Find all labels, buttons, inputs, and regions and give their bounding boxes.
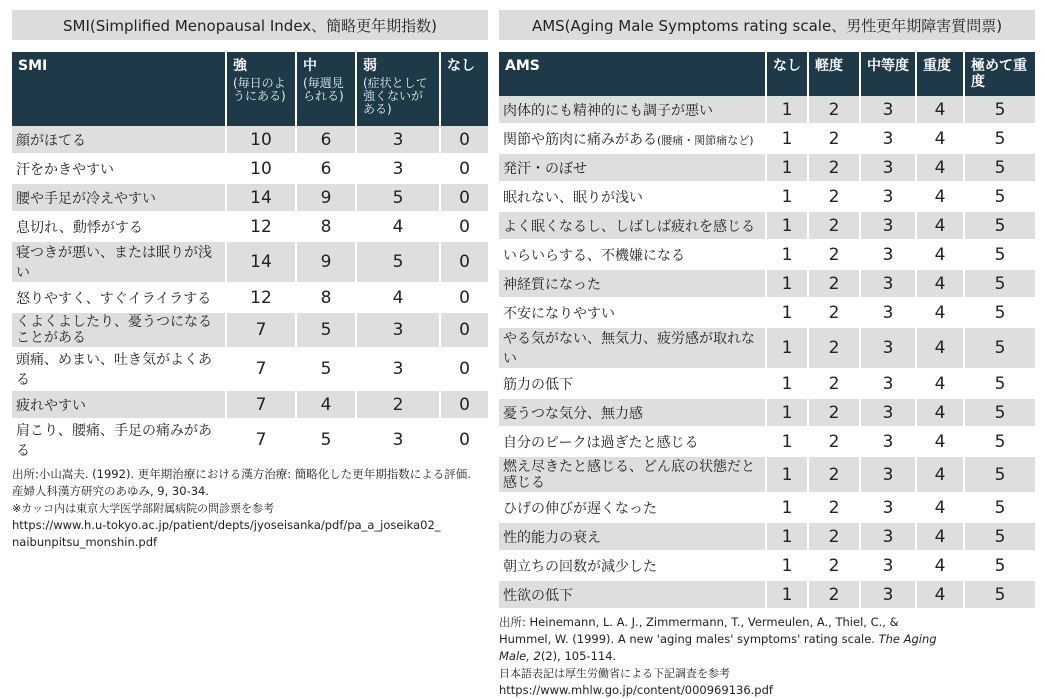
ams-symptom-cell: 性的能力の衰え — [499, 523, 767, 552]
smi-score-none: 0 — [441, 391, 488, 420]
ams-score-none: 1 — [767, 125, 809, 154]
smi-source-url: https://www.h.u-tokyo.ac.jp/patient/depts/jyoseisanka/pdf/pa_a_joseika02_ — [12, 518, 441, 532]
smi-header-symptom: SMI — [12, 52, 227, 126]
smi-symptom-cell: 怒りやすく、すぐイライラする — [12, 284, 227, 313]
smi-score-none: 0 — [441, 284, 488, 313]
ams-header-very-severe: 極めて重度 — [965, 52, 1035, 96]
ams-row — [499, 212, 1035, 241]
ams-score-severe: 4 — [917, 457, 965, 494]
ams-score-very-severe: 5 — [965, 154, 1035, 183]
smi-score-medium: 9 — [297, 242, 357, 284]
ams-score-severe: 4 — [917, 370, 965, 399]
ams-row — [499, 241, 1035, 270]
ams-score-mild: 2 — [809, 328, 861, 370]
ams-score-none: 1 — [767, 494, 809, 523]
ams-symptom-cell: いらいらする、不機嫌になる — [499, 241, 767, 270]
ams-score-severe: 4 — [917, 494, 965, 523]
smi-source-line: 産婦人科漢方研究のあゆみ, 9, 30-34. — [12, 484, 210, 498]
smi-row — [12, 213, 488, 242]
ams-score-mild: 2 — [809, 581, 861, 610]
smi-score-medium: 6 — [297, 126, 357, 155]
ams-score-severe: 4 — [917, 183, 965, 212]
smi-score-medium: 8 — [297, 213, 357, 242]
ams-row — [499, 125, 1035, 154]
ams-row — [499, 552, 1035, 581]
ams-score-very-severe: 5 — [965, 241, 1035, 270]
smi-row — [12, 242, 488, 284]
smi-score-strong: 7 — [227, 391, 297, 420]
ams-score-moderate: 3 — [861, 270, 917, 299]
ams-source-line: Hummel, W. (1999). A new 'aging males' symptoms' rating scale. The Aging — [499, 632, 937, 646]
smi-score-weak: 3 — [357, 349, 441, 391]
ams-score-none: 1 — [767, 552, 809, 581]
smi-header-weak: 弱 (症状として強くないがある) — [357, 52, 441, 126]
ams-source — [499, 614, 1035, 699]
ams-score-mild: 2 — [809, 494, 861, 523]
ams-score-severe: 4 — [917, 328, 965, 370]
ams-score-none: 1 — [767, 328, 809, 370]
ams-header-symptom: AMS — [499, 52, 767, 96]
smi-source-line: ※カッコ内は東京大学医学部附属病院の問診票を参考 — [12, 502, 275, 515]
ams-source-url: https://www.mhlw.go.jp/content/000969136.pdf — [499, 683, 773, 697]
ams-score-moderate: 3 — [861, 370, 917, 399]
ams-score-none: 1 — [767, 299, 809, 328]
ams-score-moderate: 3 — [861, 581, 917, 610]
ams-score-mild: 2 — [809, 299, 861, 328]
ams-symptom-cell: 性欲の低下 — [499, 581, 767, 610]
ams-table — [499, 52, 1035, 610]
ams-score-moderate: 3 — [861, 241, 917, 270]
ams-symptom-cell: 関節や筋肉に痛みがある(腰痛・関節痛など) — [499, 125, 767, 154]
smi-score-medium: 9 — [297, 184, 357, 213]
ams-score-moderate: 3 — [861, 428, 917, 457]
smi-score-strong: 14 — [227, 184, 297, 213]
ams-score-moderate: 3 — [861, 125, 917, 154]
ams-score-moderate: 3 — [861, 299, 917, 328]
ams-row — [499, 96, 1035, 125]
smi-row — [12, 184, 488, 213]
ams-score-none: 1 — [767, 96, 809, 125]
ams-score-severe: 4 — [917, 212, 965, 241]
smi-score-weak: 4 — [357, 213, 441, 242]
smi-symptom-cell: 腰や手足が冷えやすい — [12, 184, 227, 213]
ams-score-very-severe: 5 — [965, 457, 1035, 494]
ams-score-very-severe: 5 — [965, 212, 1035, 241]
ams-score-severe: 4 — [917, 552, 965, 581]
ams-score-mild: 2 — [809, 552, 861, 581]
smi-score-weak: 3 — [357, 420, 441, 462]
ams-score-severe: 4 — [917, 125, 965, 154]
ams-score-moderate: 3 — [861, 399, 917, 428]
ams-title: AMS(Aging Male Symptoms rating scale、男性更年期障害質問票) — [499, 10, 1035, 40]
ams-symptom-cell: 筋力の低下 — [499, 370, 767, 399]
ams-symptom-cell: 憂うつな気分、無力感 — [499, 399, 767, 428]
ams-panel — [499, 10, 1035, 699]
ams-row — [499, 299, 1035, 328]
smi-score-weak: 5 — [357, 184, 441, 213]
smi-panel — [12, 10, 488, 551]
ams-symptom-cell: やる気がない、無気力、疲労感が取れない — [499, 328, 767, 370]
smi-score-weak: 3 — [357, 313, 441, 349]
smi-score-strong: 7 — [227, 313, 297, 349]
ams-score-very-severe: 5 — [965, 399, 1035, 428]
ams-score-moderate: 3 — [861, 212, 917, 241]
smi-score-weak: 3 — [357, 126, 441, 155]
ams-score-very-severe: 5 — [965, 125, 1035, 154]
ams-score-none: 1 — [767, 370, 809, 399]
smi-score-strong: 7 — [227, 349, 297, 391]
ams-row — [499, 370, 1035, 399]
ams-score-mild: 2 — [809, 370, 861, 399]
ams-row — [499, 457, 1035, 494]
ams-score-mild: 2 — [809, 428, 861, 457]
ams-score-none: 1 — [767, 581, 809, 610]
ams-score-very-severe: 5 — [965, 370, 1035, 399]
ams-symptom-cell: ひげの伸びが遅くなった — [499, 494, 767, 523]
ams-source-line: Male, 2(2), 105-114. — [499, 649, 617, 663]
ams-row — [499, 494, 1035, 523]
ams-score-mild: 2 — [809, 183, 861, 212]
ams-header-row — [499, 52, 1035, 96]
ams-row — [499, 154, 1035, 183]
smi-score-medium: 6 — [297, 155, 357, 184]
ams-score-none: 1 — [767, 241, 809, 270]
smi-symptom-cell: 頭痛、めまい、吐き気がよくある — [12, 349, 227, 391]
ams-score-mild: 2 — [809, 96, 861, 125]
smi-score-none: 0 — [441, 420, 488, 462]
smi-header-strong: 強 (毎日のようにある) — [227, 52, 297, 126]
ams-score-severe: 4 — [917, 523, 965, 552]
ams-score-severe: 4 — [917, 399, 965, 428]
smi-score-strong: 10 — [227, 126, 297, 155]
ams-score-severe: 4 — [917, 581, 965, 610]
ams-score-none: 1 — [767, 428, 809, 457]
ams-row — [499, 270, 1035, 299]
ams-symptom-cell: 発汗・のぼせ — [499, 154, 767, 183]
ams-score-severe: 4 — [917, 299, 965, 328]
smi-score-none: 0 — [441, 184, 488, 213]
ams-symptom-cell: よく眠くなるし、しばしば疲れを感じる — [499, 212, 767, 241]
smi-header-row — [12, 52, 488, 126]
smi-score-strong: 12 — [227, 284, 297, 313]
ams-score-none: 1 — [767, 523, 809, 552]
ams-score-severe: 4 — [917, 154, 965, 183]
ams-score-very-severe: 5 — [965, 494, 1035, 523]
ams-score-moderate: 3 — [861, 183, 917, 212]
ams-symptom-cell: 肉体的にも精神的にも調子が悪い — [499, 96, 767, 125]
smi-score-weak: 5 — [357, 242, 441, 284]
smi-row — [12, 391, 488, 420]
smi-header-medium: 中 (毎週見られる) — [297, 52, 357, 126]
ams-row — [499, 399, 1035, 428]
ams-header-severe: 重度 — [917, 52, 965, 96]
ams-source-line: 日本語表記は厚生労働省による下記調査を参考 — [499, 667, 730, 680]
smi-score-none: 0 — [441, 313, 488, 349]
ams-score-moderate: 3 — [861, 328, 917, 370]
smi-score-none: 0 — [441, 349, 488, 391]
smi-score-none: 0 — [441, 213, 488, 242]
ams-header-moderate: 中等度 — [861, 52, 917, 96]
ams-symptom-cell: 自分のピークは過ぎたと感じる — [499, 428, 767, 457]
ams-score-none: 1 — [767, 183, 809, 212]
smi-score-none: 0 — [441, 242, 488, 284]
smi-score-weak: 3 — [357, 155, 441, 184]
smi-row — [12, 349, 488, 391]
ams-score-very-severe: 5 — [965, 96, 1035, 125]
ams-score-very-severe: 5 — [965, 270, 1035, 299]
smi-source — [12, 466, 488, 551]
ams-row — [499, 183, 1035, 212]
smi-score-strong: 14 — [227, 242, 297, 284]
ams-score-mild: 2 — [809, 523, 861, 552]
ams-score-mild: 2 — [809, 270, 861, 299]
smi-row — [12, 313, 488, 349]
smi-symptom-cell: くよくよしたり、憂うつになることがある — [12, 313, 227, 349]
smi-score-medium: 5 — [297, 313, 357, 349]
ams-symptom-cell: 朝立ちの回数が減少した — [499, 552, 767, 581]
ams-score-moderate: 3 — [861, 154, 917, 183]
ams-symptom-note: (腰痛・関節痛など) — [657, 133, 754, 147]
ams-score-moderate: 3 — [861, 523, 917, 552]
smi-score-none: 0 — [441, 155, 488, 184]
ams-header-mild: 軽度 — [809, 52, 861, 96]
smi-title: SMI(Simplified Menopausal Index、簡略更年期指数) — [12, 10, 488, 40]
smi-row — [12, 155, 488, 184]
ams-score-moderate: 3 — [861, 457, 917, 494]
smi-symptom-cell: 肩こり、腰痛、手足の痛みがある — [12, 420, 227, 462]
ams-score-severe: 4 — [917, 270, 965, 299]
ams-score-mild: 2 — [809, 241, 861, 270]
ams-symptom-cell: 不安になりやすい — [499, 299, 767, 328]
ams-score-very-severe: 5 — [965, 299, 1035, 328]
smi-symptom-cell: 汗をかきやすい — [12, 155, 227, 184]
smi-score-strong: 10 — [227, 155, 297, 184]
ams-header-none: なし — [767, 52, 809, 96]
ams-score-moderate: 3 — [861, 494, 917, 523]
ams-source-line: 出所: Heinemann, L. A. J., Zimmermann, T., Vermeulen, A., Thiel, C., & — [499, 615, 899, 629]
ams-score-severe: 4 — [917, 241, 965, 270]
smi-score-strong: 12 — [227, 213, 297, 242]
ams-score-mild: 2 — [809, 399, 861, 428]
ams-score-mild: 2 — [809, 154, 861, 183]
ams-score-none: 1 — [767, 212, 809, 241]
ams-score-very-severe: 5 — [965, 328, 1035, 370]
ams-row — [499, 523, 1035, 552]
ams-score-moderate: 3 — [861, 96, 917, 125]
ams-symptom-cell: 眠れない、眠りが浅い — [499, 183, 767, 212]
smi-score-medium: 5 — [297, 420, 357, 462]
ams-symptom-cell: 神経質になった — [499, 270, 767, 299]
ams-score-mild: 2 — [809, 125, 861, 154]
ams-score-very-severe: 5 — [965, 428, 1035, 457]
ams-score-moderate: 3 — [861, 552, 917, 581]
ams-score-none: 1 — [767, 154, 809, 183]
smi-score-strong: 7 — [227, 420, 297, 462]
smi-row — [12, 420, 488, 462]
smi-score-medium: 5 — [297, 349, 357, 391]
ams-score-very-severe: 5 — [965, 552, 1035, 581]
smi-score-medium: 4 — [297, 391, 357, 420]
ams-score-none: 1 — [767, 399, 809, 428]
smi-score-weak: 2 — [357, 391, 441, 420]
smi-row — [12, 284, 488, 313]
smi-table — [12, 52, 488, 462]
ams-row — [499, 428, 1035, 457]
ams-score-none: 1 — [767, 457, 809, 494]
smi-symptom-cell: 疲れやすい — [12, 391, 227, 420]
smi-symptom-cell: 顔がほてる — [12, 126, 227, 155]
smi-symptom-cell: 息切れ、動悸がする — [12, 213, 227, 242]
ams-score-severe: 4 — [917, 428, 965, 457]
ams-score-mild: 2 — [809, 457, 861, 494]
ams-row — [499, 581, 1035, 610]
ams-score-severe: 4 — [917, 96, 965, 125]
smi-source-url: naibunpitsu_monshin.pdf — [12, 535, 158, 549]
ams-score-very-severe: 5 — [965, 523, 1035, 552]
smi-header-none: なし — [441, 52, 488, 126]
ams-row — [499, 328, 1035, 370]
smi-score-medium: 8 — [297, 284, 357, 313]
smi-symptom-cell: 寝つきが悪い、または眠りが浅い — [12, 242, 227, 284]
ams-symptom-cell: 燃え尽きたと感じる、どん底の状態だと感じる — [499, 457, 767, 494]
smi-score-weak: 4 — [357, 284, 441, 313]
ams-score-very-severe: 5 — [965, 581, 1035, 610]
ams-score-very-severe: 5 — [965, 183, 1035, 212]
smi-source-line: 出所:小山嵩夫. (1992). 更年期治療における漢方治療: 簡略化した更年期指数による評価. — [12, 467, 471, 481]
ams-score-mild: 2 — [809, 212, 861, 241]
ams-score-none: 1 — [767, 270, 809, 299]
smi-row — [12, 126, 488, 155]
smi-score-none: 0 — [441, 126, 488, 155]
